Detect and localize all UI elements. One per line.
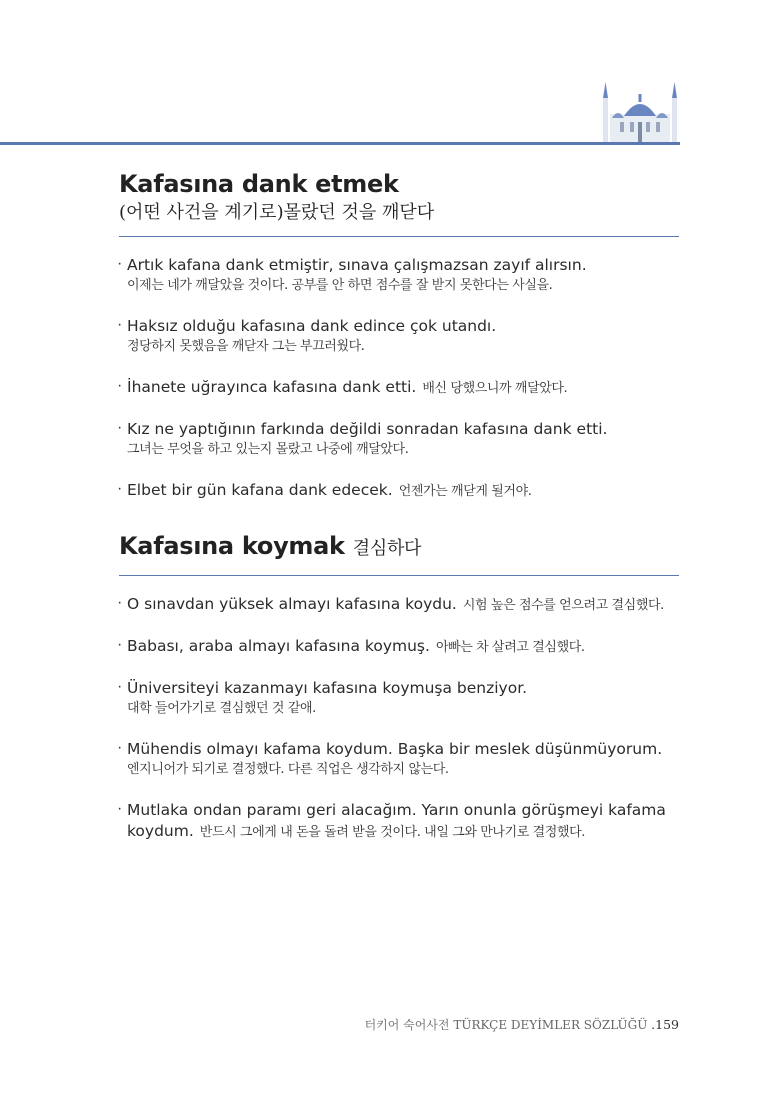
example-turkish: O sınavdan yüksek almayı kafasına koydu. xyxy=(127,595,457,613)
example-item xyxy=(119,255,679,296)
entry-title xyxy=(119,530,679,565)
example-korean: 이제는 네가 깨달았을 것이다. 공부를 안 하면 점수를 잘 받지 못한다는 사실을. xyxy=(127,278,553,293)
example-turkish: · Mühendis olmayı kafama koydum. Başka bir meslek düşünmüyorum. xyxy=(127,740,663,758)
example-turkish: Mutlaka ondan paramı geri alacağım. Yarın onunla görüşmeyi kafama koydum. xyxy=(127,801,666,840)
example-item xyxy=(119,316,679,357)
example-item xyxy=(119,594,679,616)
example-turkish: Elbet bir gün kafana dank edecek. xyxy=(127,481,393,499)
header-rule xyxy=(0,142,680,145)
entry-meaning: 결심하다 xyxy=(352,538,422,559)
section-divider xyxy=(119,575,679,576)
example-item xyxy=(119,480,679,502)
example-korean: 아빠는 차 살려고 결심했다. xyxy=(435,640,585,655)
example-turkish: · Kız ne yaptığının farkında değildi sonradan kafasına dank etti. xyxy=(127,420,608,438)
mosque-icon xyxy=(600,78,680,142)
example-item xyxy=(119,419,679,460)
example-turkish: Babası, araba almayı kafasına koymuş. xyxy=(127,637,430,655)
example-korean: 언젠가는 깨닫게 될거야. xyxy=(398,484,532,499)
example-turkish: · Haksız olduğu kafasına dank edince çok utandı. xyxy=(127,317,497,335)
example-item xyxy=(119,377,679,399)
example-korean: 반드시 그에게 내 돈을 돌려 받을 것이다. 내일 그와 만나기로 결정했다. xyxy=(199,825,585,840)
example-list xyxy=(119,255,679,502)
example-turkish: · Artık kafana dank etmiştir, sınava çalışmazsan zayıf alırsın. xyxy=(127,256,587,274)
example-korean: 대학 들어가기로 결심했던 것 같애. xyxy=(127,701,316,716)
entry-meaning: (어떤 사건을 계기로)몰랐던 것을 깨닫다 xyxy=(119,202,435,223)
entry-kafasina-dank-etmek xyxy=(119,168,679,502)
example-korean: 배신 당했으니까 깨달았다. xyxy=(422,381,568,396)
entry-title-text: Kafasına koymak xyxy=(119,532,345,560)
example-item xyxy=(119,800,679,843)
page-number: .159 xyxy=(651,1017,679,1032)
example-list xyxy=(119,594,679,843)
example-turkish: İhanete uğrayınca kafasına dank etti. xyxy=(127,378,417,396)
example-korean: 엔지니어가 되기로 결정했다. 다른 직업은 생각하지 않는다. xyxy=(127,762,449,777)
example-korean: 시험 높은 점수를 얻으려고 결심했다. xyxy=(462,598,664,613)
example-item xyxy=(119,636,679,658)
example-turkish: · Üniversiteyi kazanmayı kafasına koymuşa benziyor. xyxy=(127,679,528,697)
section-divider xyxy=(119,236,679,237)
example-korean: 정당하지 못했음을 깨닫자 그는 부끄러웠다. xyxy=(127,339,365,354)
footer-title: 터키어 숙어사전 TÜRKÇE DEYİMLER SÖZLÜĞÜ xyxy=(364,1018,648,1032)
entry-kafasina-koymak xyxy=(119,530,679,843)
page-footer xyxy=(365,1016,679,1033)
example-item xyxy=(119,678,679,719)
entry-title: Kafasına dank etmek xyxy=(119,170,399,198)
example-korean: 그녀는 무엇을 하고 있는지 몰랐고 나중에 깨달았다. xyxy=(127,442,409,457)
dictionary-content xyxy=(119,168,679,863)
example-item xyxy=(119,739,679,780)
